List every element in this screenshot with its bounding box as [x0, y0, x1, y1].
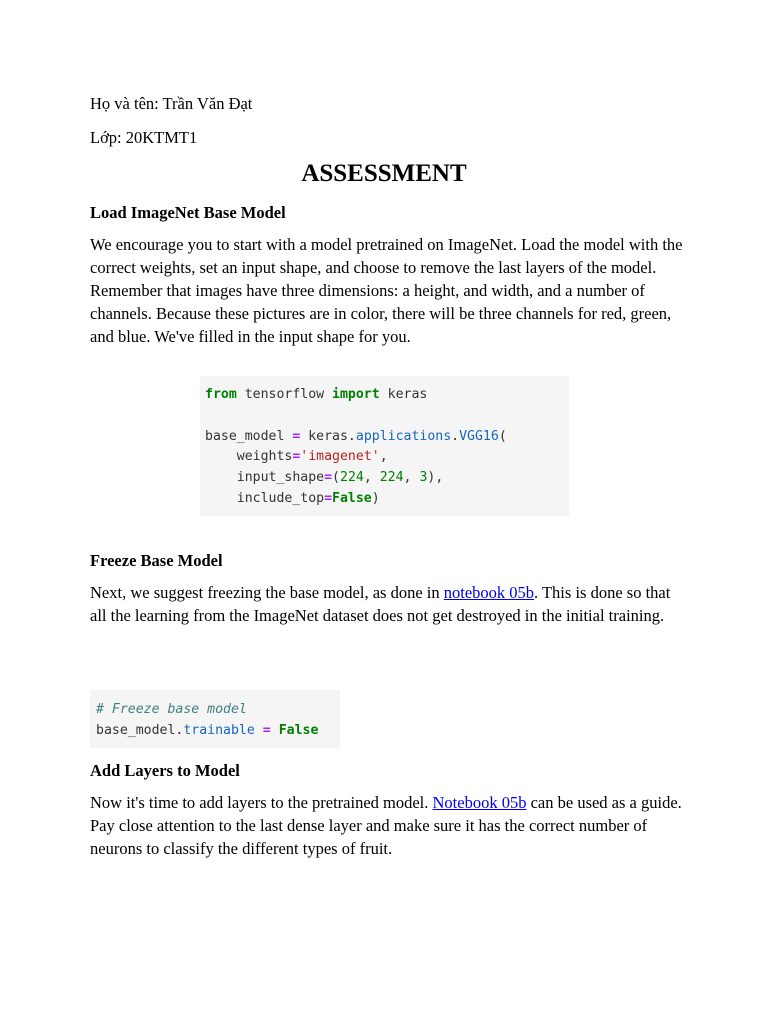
code-number: 224 — [379, 470, 404, 486]
notebook-05b-link[interactable]: Notebook 05b — [432, 793, 527, 812]
student-name-line: Họ và tên: Trần Văn Đạt — [90, 94, 253, 113]
code-text: base_model — [96, 722, 176, 738]
code-operator: = — [292, 428, 301, 444]
code-text: ), — [427, 470, 444, 486]
code-keyword: False — [332, 490, 372, 506]
code-line — [205, 489, 569, 510]
code-line — [205, 468, 569, 489]
code-text: , — [363, 470, 380, 486]
paragraph-text: . This is done so that all the learning from the ImageNet dataset does not get destroyed in the initial training. — [90, 583, 671, 625]
code-line-blank — [205, 406, 569, 427]
section-paragraph-add-layers — [90, 791, 690, 860]
page-title: ASSESSMENT — [301, 160, 467, 187]
code-attribute: VGG16 — [459, 428, 499, 444]
code-line — [205, 385, 569, 406]
code-text: ) — [371, 490, 380, 506]
code-number: 224 — [340, 470, 364, 486]
code-text: . — [451, 428, 460, 444]
code-text: ( — [498, 428, 507, 444]
code-line — [96, 721, 340, 742]
student-class-line: Lớp: 20KTMT1 — [90, 128, 198, 147]
code-text: base_model — [205, 428, 293, 444]
code-line — [205, 427, 569, 448]
code-text — [255, 723, 263, 738]
code-line — [96, 700, 340, 721]
code-operator: = — [324, 490, 333, 506]
section-heading-add-layers: Add Layers to Model — [90, 761, 240, 780]
section-heading-freeze-model: Freeze Base Model — [90, 551, 223, 570]
code-text — [271, 723, 279, 738]
code-string: 'imagenet' — [300, 449, 380, 465]
code-keyword: from — [205, 387, 237, 402]
code-operator: = — [262, 722, 271, 738]
code-text: keras — [379, 387, 428, 402]
code-keyword: False — [278, 722, 319, 738]
code-text: , — [379, 449, 388, 465]
section-paragraph-freeze-model — [90, 581, 690, 627]
code-text: . — [175, 722, 184, 738]
paragraph-text: can be used as a guide. Pay close attention to the last dense layer and make sure it has the correct number of neurons to classify the different types of fruit. — [90, 793, 682, 858]
code-text: , — [403, 470, 420, 486]
code-attribute: trainable — [183, 722, 255, 738]
code-block-load-model[interactable] — [200, 376, 569, 516]
code-block-freeze-model[interactable] — [90, 690, 340, 748]
code-operator: = — [292, 449, 301, 465]
code-text: weights — [205, 449, 293, 465]
section-heading-load-model: Load ImageNet Base Model — [90, 203, 286, 222]
code-comment: # Freeze base model — [96, 702, 247, 717]
paragraph-text: Now it's time to add layers to the pretrained model. — [90, 793, 433, 812]
code-text: include_top — [205, 490, 325, 506]
section-paragraph-load-model: We encourage you to start with a model pretrained on ImageNet. Load the model with the correct weights, set an input shape, and choose to remove the last layers of the model. Remember that images have three dimensions: a height, and width, and a number of channels. Because these pictures are in color, there will be three channels for red, green, and blue. We've filled in the input shape for you. — [90, 235, 683, 346]
code-line — [205, 447, 569, 468]
code-text: ( — [332, 470, 340, 486]
code-attribute: applications — [355, 428, 452, 444]
code-number: 3 — [419, 470, 428, 486]
code-text: tensorflow — [236, 387, 333, 402]
code-operator: = — [324, 470, 333, 486]
code-text: keras. — [300, 428, 356, 444]
paragraph-text: Next, we suggest freezing the base model, as done in — [90, 583, 444, 602]
code-text: input_shape — [205, 470, 325, 486]
code-keyword: import — [332, 387, 380, 402]
notebook-05b-link[interactable]: notebook 05b — [443, 583, 535, 602]
